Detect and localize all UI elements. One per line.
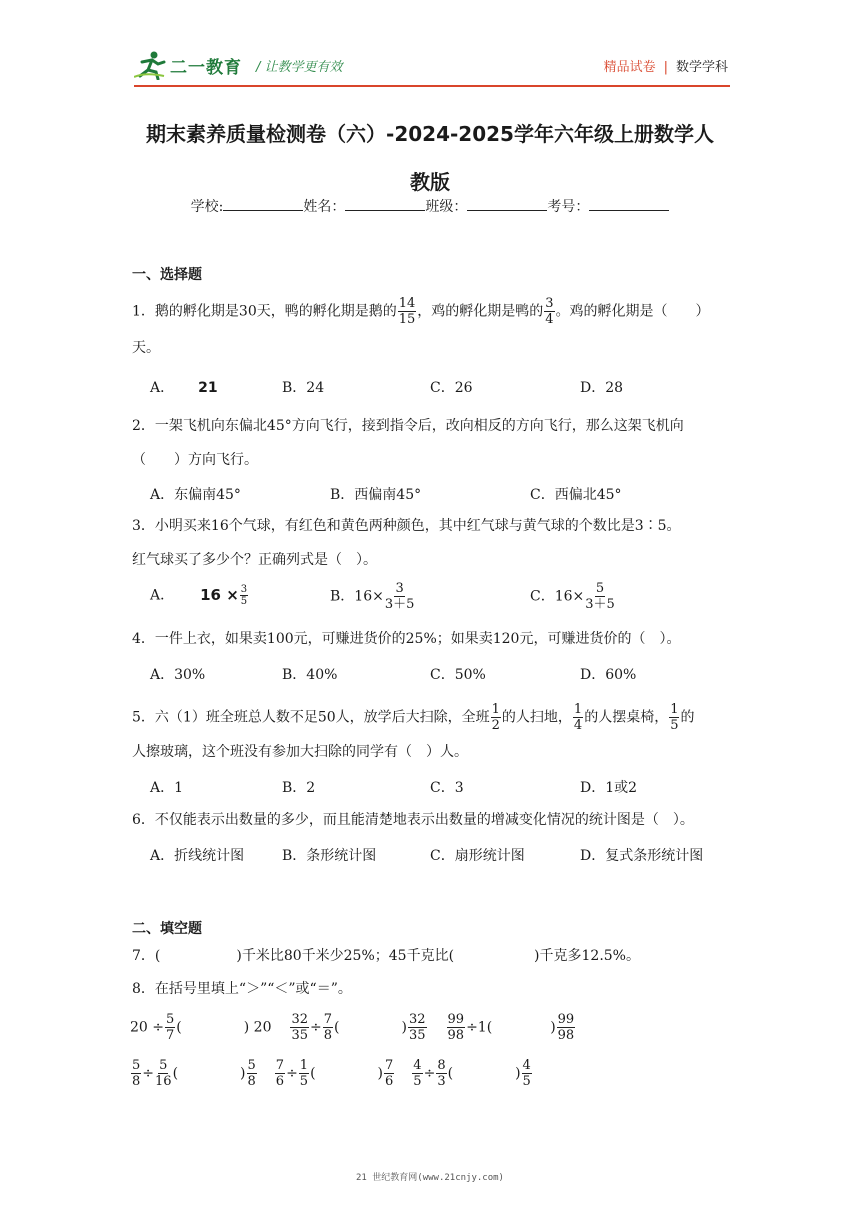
q1-opt-a-value: 21: [198, 380, 218, 396]
header-rule: [134, 85, 730, 87]
logo-text: 二一教育: [170, 57, 242, 78]
q5-f2-num: 1: [573, 702, 583, 717]
q5-f2-den: 4: [573, 718, 583, 733]
q1-text-a: 1．鹅的孵化期是30天，鸭的孵化期是鹅的: [132, 303, 397, 320]
q8-r2-e3-a-den: 5: [413, 1074, 422, 1089]
q8-r2-e1-close: ): [240, 1065, 246, 1082]
q8-r2-e3-a-num: 4: [413, 1058, 422, 1073]
q8-r2-e2-frac-b: [299, 1058, 309, 1089]
q1-option-b[interactable]: B．24: [282, 380, 325, 396]
q8-r2-e2-a-num: 7: [275, 1058, 285, 1073]
q5-fraction-3: [669, 702, 679, 733]
class-label: 班级：: [425, 199, 468, 215]
question-5: [132, 702, 694, 733]
q8-r1-e3-r-num: 99: [557, 1012, 575, 1027]
q8-r2-e2-frac-r: [384, 1058, 394, 1089]
page-header: [134, 46, 730, 86]
q8-r2-e2-frac-a: [275, 1058, 285, 1089]
q8-r2-e1-b-num: 5: [159, 1058, 168, 1073]
q8-r2-e3-frac-r: [522, 1058, 532, 1089]
q6-option-b[interactable]: B．条形统计图: [282, 848, 377, 864]
q8-r1-e2-open: (: [334, 1019, 340, 1036]
q5-text-c: 的人摆桌椅，: [584, 709, 669, 726]
q8-r2-e2-r-den: 6: [385, 1074, 394, 1089]
q8-r1-e2-frac-b: [323, 1012, 333, 1043]
q5-text-e: 人擦玻璃，这个班没有参加大扫除的同学有（ ）人。: [132, 744, 468, 760]
q8-r2-e2-open: (: [310, 1065, 316, 1082]
student-info: [0, 196, 860, 216]
q2-text-a: 2．一架飞机向东偏北45°方向飞行，接到指令后，改向相反的方向飞行，那么这架飞机向: [132, 418, 684, 434]
runner-logo-icon: [134, 50, 168, 80]
header-subject: 数学学科: [675, 60, 728, 75]
q5-f1-den: 2: [491, 718, 500, 733]
exam-no-label: 考号：: [547, 199, 590, 215]
q5-f3-num: 1: [670, 702, 679, 717]
q8-r2-e1-r-num: 5: [247, 1058, 256, 1073]
q3-opt-c-den: 3＋5: [585, 597, 615, 612]
q8-r1-e2-b-den: 8: [323, 1028, 333, 1043]
q3-text-b: 红气球买了多少个？正确列式是（ ）。: [132, 552, 377, 568]
q2-option-c[interactable]: C．西偏北45°: [530, 487, 622, 503]
q8-r2-e1-frac-b: [155, 1058, 172, 1089]
q5-fraction-2: [573, 702, 583, 733]
q2-text-b: （ ）方向飞行。: [132, 452, 258, 468]
title-line-1: 期末素养质量检测卷（六）-2024-2025学年六年级上册数学人: [146, 122, 714, 146]
q8-r2-e1-op: ÷: [142, 1065, 155, 1082]
q1-f1-num: 14: [398, 296, 416, 311]
q1-f2-num: 3: [545, 296, 554, 311]
q8-r2-e1-frac-a: [131, 1058, 141, 1089]
q8-r2-e1-a-num: 5: [132, 1058, 141, 1073]
q5-f1-num: 1: [491, 702, 500, 717]
q8-r2-e2-b-den: 5: [299, 1074, 309, 1089]
q8-r1-e2-a-den: 35: [291, 1028, 309, 1043]
q8-r1-e3-frac-r: [557, 1012, 576, 1043]
q3-opt-a-label: A．: [150, 587, 175, 604]
q1-option-a[interactable]: [150, 377, 218, 397]
q5-option-b[interactable]: B．2: [282, 780, 316, 796]
section-choice: 一、选择题: [132, 267, 202, 283]
q8-r1-e1-den: 7: [166, 1028, 175, 1043]
q4-option-c[interactable]: C．50%: [430, 667, 486, 683]
q4-option-a[interactable]: A．30%: [150, 667, 206, 683]
q5-option-d[interactable]: D．1或2: [580, 780, 638, 796]
q6-text: 6．不仅能表示出数量的多少，而且能清楚地表示出数量的增减变化情况的统计图是（ ）。: [132, 812, 694, 828]
q1-text-b: ，鸡的孵化期是鸭的: [417, 303, 544, 320]
q8-r1-e2-frac-r: [408, 1012, 427, 1043]
q4-option-b[interactable]: B．40%: [282, 667, 338, 683]
q3-text-a: 3．小明买来16个气球，有红色和黄色两种颜色，其中红气球与黄气球的个数比是3∶5。: [132, 518, 681, 534]
q5-option-a[interactable]: A．1: [150, 780, 184, 796]
header-premium: 精品试卷: [603, 60, 656, 75]
q8-r2-e3-r-den: 5: [522, 1074, 531, 1089]
q8-r1-e3-frac-a: [447, 1012, 466, 1043]
q3-opt-a-fraction: [240, 584, 248, 607]
q8-r1-e2-op: ÷: [310, 1019, 322, 1036]
q8-r2-e2-op: ÷: [286, 1065, 298, 1082]
q3-opt-b-num: 3: [395, 581, 404, 596]
q3-option-b[interactable]: [330, 581, 415, 612]
q5-text-d: 的: [680, 709, 695, 726]
q3-opt-a-expr: 16 ×: [200, 585, 239, 604]
q1-text-d: 天。: [132, 340, 160, 356]
q3-opt-c-fraction: [585, 581, 615, 612]
q8-r2-e3-open: (: [447, 1065, 454, 1082]
logo: [134, 50, 242, 80]
q8-r1-e1-lhs: 20 ÷: [130, 1019, 164, 1036]
q1-opt-a-label: A．: [150, 380, 175, 396]
q3-opt-a-den: 5: [240, 596, 248, 607]
q5-fraction-1: [491, 702, 501, 733]
q8-row-2: [130, 1058, 533, 1089]
q8-r2-e1-frac-r: [247, 1058, 257, 1089]
slogan: / 让教学更有效: [256, 60, 343, 75]
q8-r1-e2-b-num: 7: [323, 1012, 333, 1027]
q8-r2-e3-close: ): [515, 1065, 521, 1082]
q8-r1-e3-r-den: 98: [557, 1028, 575, 1043]
q8-r1-e2-a-num: 32: [291, 1012, 309, 1027]
exam-no-blank: [589, 198, 669, 211]
q8-r2-e2-b-num: 1: [299, 1058, 309, 1073]
q3-opt-c-label: C．16×: [530, 588, 585, 605]
q1-option-d[interactable]: D．28: [580, 380, 624, 396]
q8-r2-e3-b-den: 3: [437, 1074, 446, 1089]
q5-f3-den: 5: [670, 718, 679, 733]
q8-r2-e1-open: (: [172, 1065, 179, 1082]
q8-r2-e3-b-num: 8: [437, 1058, 446, 1073]
q7-text-a: 7．(: [132, 948, 161, 964]
q4-text: 4．一件上衣，如果卖100元，可赚进货价的25%；如果卖120元，可赚进货价的（ ）。: [132, 631, 681, 647]
q7-text-b: )千米比80千米少25%；45千克比(: [236, 948, 455, 964]
q8-r1-e2-r-den: 35: [408, 1028, 426, 1043]
q8-r2-e1-a-den: 8: [132, 1074, 141, 1089]
q6-option-a[interactable]: A．折线统计图: [150, 848, 245, 864]
q8-r1-e2-r-num: 32: [408, 1012, 426, 1027]
q8-text: 8．在括号里填上“＞”“＜”或“＝”。: [132, 981, 352, 997]
q1-option-c[interactable]: C．26: [430, 380, 473, 396]
header-right: [604, 56, 728, 75]
q7-text-c: )千克多12.5%。: [534, 948, 640, 964]
q1-text-c: 。鸡的孵化期是（ ）: [555, 303, 710, 320]
q8-r2-e3-op: ÷: [423, 1065, 436, 1082]
class-blank: [467, 198, 547, 211]
q8-r2-e3-frac-b: [436, 1058, 446, 1089]
question-7: [132, 946, 640, 966]
q1-fraction-1: [398, 296, 417, 327]
q8-r1-e3-op: ÷1(: [466, 1019, 493, 1036]
question-1: [132, 296, 710, 327]
q8-r1-e2-frac-a: [290, 1012, 309, 1043]
q8-row-1: [130, 1012, 576, 1043]
q8-r2-e2-a-den: 6: [275, 1074, 285, 1089]
q8-r1-e2-close: ): [401, 1019, 407, 1036]
q6-option-c[interactable]: C．扇形统计图: [430, 848, 525, 864]
q2-option-b[interactable]: B．西偏南45°: [330, 487, 422, 503]
q8-r2-e2-close: ): [377, 1065, 384, 1082]
q3-option-a[interactable]: [150, 584, 249, 607]
page-title: [120, 110, 740, 206]
q1-f2-den: 4: [545, 312, 554, 327]
q8-r1-e1-fraction: [165, 1012, 175, 1043]
q8-r2-e2-r-num: 7: [385, 1058, 394, 1073]
school-blank: [223, 198, 303, 211]
page-footer: 21 世纪教育网(www.21cnjy.com): [356, 1173, 504, 1183]
q8-r1-e1-num: 5: [166, 1012, 175, 1027]
name-label: 姓名：: [303, 199, 346, 215]
name-blank: [345, 198, 425, 211]
q4-option-d[interactable]: D．60%: [580, 667, 637, 683]
title-line-2: 教版: [410, 170, 450, 194]
q8-r2-e3-r-num: 4: [522, 1058, 531, 1073]
q3-opt-a-num: 3: [240, 584, 248, 595]
section-fill: 二、填空题: [132, 921, 202, 937]
q3-opt-c-num: 5: [595, 581, 605, 596]
q1-fraction-2: [544, 296, 554, 327]
q3-opt-b-fraction: [385, 581, 415, 612]
q2-option-a[interactable]: A．东偏南45°: [150, 487, 241, 503]
q8-r2-e1-b-den: 16: [155, 1074, 172, 1089]
q8-r2-e1-r-den: 8: [247, 1074, 256, 1089]
q5-option-c[interactable]: C．3: [430, 780, 464, 796]
q8-r1-e3-a-den: 98: [447, 1028, 465, 1043]
q8-r2-e3-frac-a: [412, 1058, 422, 1089]
q8-r1-e1-open: (: [176, 1019, 182, 1036]
q1-f1-den: 15: [398, 312, 416, 327]
q3-opt-b-den: 3＋5: [384, 597, 415, 612]
school-label: 学校:: [190, 199, 224, 215]
q3-option-c[interactable]: [530, 581, 616, 612]
q8-r1-e3-close: ): [550, 1019, 556, 1036]
q5-text-b: 的人扫地，: [501, 709, 572, 726]
q6-option-d[interactable]: D．复式条形统计图: [580, 848, 704, 864]
q5-text-a: 5．六（1）班全班总人数不足50人，放学后大扫除，全班: [132, 709, 490, 726]
header-separator: |: [663, 60, 668, 75]
q3-opt-b-label: B．16×: [330, 588, 384, 605]
q8-r1-e3-a-num: 99: [447, 1012, 465, 1027]
q8-r1-e1-rhs: ) 20: [243, 1019, 272, 1036]
